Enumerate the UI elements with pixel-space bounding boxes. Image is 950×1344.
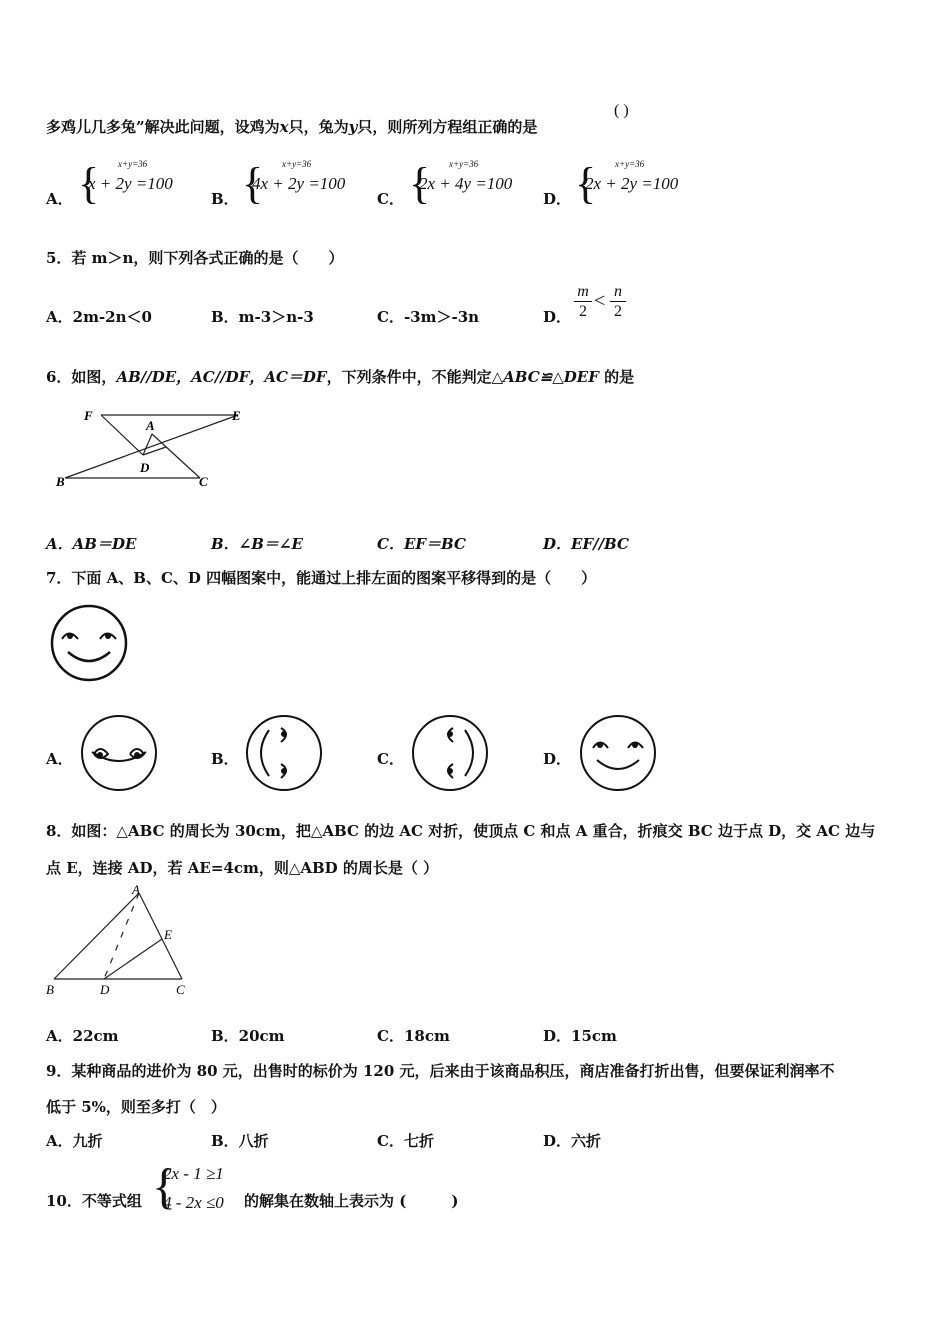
q6-line-ac [152,434,200,478]
q6-prefix: 6．如图， [46,368,117,386]
q9-option-b[interactable]: B．八折 [211,1132,269,1150]
q10-brace: { [152,1158,176,1214]
q5-d-right-fraction [610,283,626,322]
q8-label-b: B [46,982,54,997]
q4-option-c-eq: 2x + 4y =100 [419,174,513,193]
q5-d-left-fraction [574,283,592,322]
q9-option-d[interactable]: D．六折 [543,1132,602,1150]
q8-label-d: D [100,982,110,997]
q6-suffix: ，下列条件中，不能判定 [326,368,492,386]
q7-option-d-smiley [577,712,659,794]
q7-option-c-smiley [409,712,491,794]
q4-option-c-top: x+y=36 [449,159,479,169]
q6-line-fd [101,415,143,455]
q4-paren: ( ) [614,102,629,119]
q5-stem: 5．若 m＞n，则下列各式正确的是（ ） [46,249,344,267]
q4-mid: 只，兔为 [288,118,349,136]
q4-var-x: x [279,118,289,136]
q5-d-right-den: 2 [614,303,622,320]
q9-option-a[interactable]: A．九折 [46,1132,103,1150]
q8-label-e: E [164,927,172,942]
q7-stem: 7．下面 A、B、C、D 四幅图案中，能通过上排左面的图案平移得到的是（ ） [46,569,597,587]
q4-option-b-letter[interactable]: B． [211,190,239,208]
q9-stem-line2: 低于 5%，则至多打（ ） [46,1098,226,1116]
q5-d-right-num: n [610,283,626,302]
q6-option-d[interactable]: D．EF//BC [543,535,629,553]
q4-option-d-top: x+y=36 [615,159,645,169]
q8-option-b[interactable]: B．20cm [211,1027,285,1045]
q10-inequality-2: 4 - 2x ≤0 [163,1193,224,1212]
q6-figure [56,408,256,488]
q4-option-d-letter[interactable]: D． [543,190,572,208]
q8-label-c: C [176,982,185,997]
q4-option-a-top: x+y=36 [118,159,148,169]
q4-option-d-eq: 2x + 2y =100 [585,174,679,193]
q7-option-d[interactable]: D． [543,750,572,768]
q9-option-c[interactable]: C．七折 [377,1132,434,1150]
q6-label-e: E [232,408,241,423]
q5-d-left-num: m [574,283,592,302]
q8-label-a: A [132,882,140,897]
q7-option-b[interactable]: B． [211,750,239,768]
q4-option-a-eq: x + 2y =100 [88,174,173,193]
q7-option-a-smiley [78,712,160,794]
q4-text: 多鸡儿几多兔”解决此问题，设鸡为 [46,118,280,136]
q8-figure [44,882,204,1001]
q4-stem [46,116,537,137]
q6-label-c: C [199,474,208,489]
q5-option-a[interactable]: A．2m-2n＜0 [46,308,152,326]
q5-option-d[interactable]: D． [543,308,572,326]
q6-end: 的是 [598,368,635,386]
q6-label-f: F [84,408,93,423]
q6-option-b[interactable]: B．∠B＝∠E [211,535,303,553]
q6-label-a: A [146,418,155,433]
q8-option-d[interactable]: D．15cm [543,1027,617,1045]
q4-end: 只，则所列方程组正确的是 [357,118,538,136]
q4-option-c-letter[interactable]: C． [377,190,404,208]
q9-stem-line1: 9．某种商品的进价为 80 元，出售时的标价为 120 元，后来由于该商品积压，商店准备打折出售，但要保证利润率不 [46,1062,835,1080]
q6-option-c[interactable]: C．EF＝BC [377,535,466,553]
q5-option-b[interactable]: B．m-3＞n-3 [211,308,314,326]
q4-option-b-top: x+y=36 [282,159,312,169]
q6-label-d: D [140,460,150,475]
q5-d-less-than: < [594,290,606,312]
q8-stem-line2: 点 E，连接 AD，若 AE=4cm，则△ABD 的周长是（ ） [46,859,439,877]
q8-side-ac [139,893,182,979]
q10-suffix: 的解集在数轴上表示为 ( ) [244,1192,459,1210]
q7-option-c[interactable]: C． [377,750,404,768]
q6-stem [46,366,634,387]
q4-option-b-eq: 4x + 2y =100 [252,174,346,193]
q7-reference-smiley [48,602,130,684]
q5-d-left-den: 2 [579,303,587,320]
q8-segment-ad [104,893,139,979]
q6-congruence: △ABC≌△DEF [491,368,599,386]
q10-inequality-1: 2x - 1 ≥1 [163,1164,224,1183]
q6-option-a[interactable]: A．AB＝DE [46,535,137,553]
q8-option-c[interactable]: C．18cm [377,1027,450,1045]
q5-option-c[interactable]: C．-3m＞-3n [377,308,480,326]
q4-var-y: y [348,118,358,136]
q6-label-b: B [56,474,65,489]
q8-stem-line1: 8．如图：△ABC 的周长为 30cm，把△ABC 的边 AC 对折，使顶点 C 和点 A 重合，折痕交 BC 边于点 D，交 AC 边与 [46,822,876,840]
q6-conditions: AB//DE，AC//DF，AC＝DF [116,368,327,386]
q4-option-a-letter[interactable]: A． [46,190,73,208]
q7-option-b-smiley [243,712,325,794]
q10-prefix: 10．不等式组 [46,1192,142,1210]
q8-option-a[interactable]: A．22cm [46,1027,119,1045]
q8-side-ab [54,893,139,979]
q7-option-a[interactable]: A． [46,750,73,768]
